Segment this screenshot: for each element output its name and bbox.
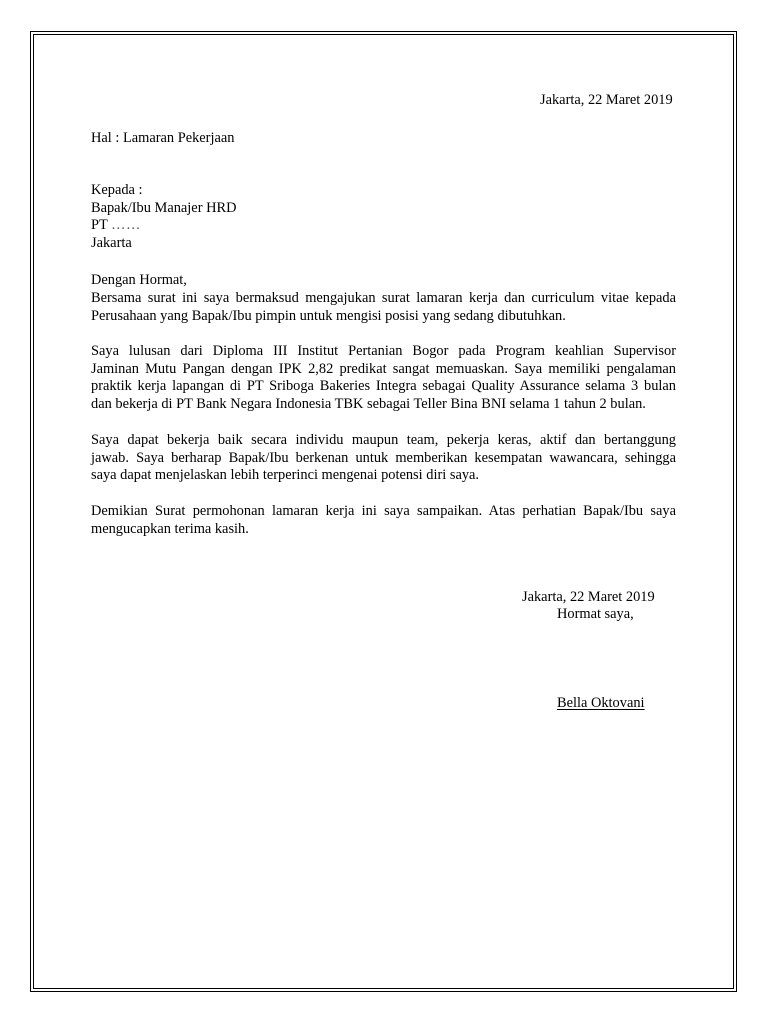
company-prefix: PT xyxy=(91,217,108,233)
signature-closing: Hormat saya, xyxy=(557,606,634,622)
paragraph-line: jawab. Saya berharap Bapak/Ibu berkenan untuk memberikan kesempatan wawancara, sehingga xyxy=(91,449,676,466)
company-placeholder-dots: …… xyxy=(111,217,141,233)
paragraph-line: Demikian Surat permohonan lamaran kerja ini saya sampaikan. Atas perhatian Bapak/Ibu saya xyxy=(91,503,676,519)
paragraph-education xyxy=(91,343,676,413)
paragraph-line: Jaminan Mutu Pangan dengan IPK 2,82 predikat sangat memuaskan. Saya memiliki pengalaman xyxy=(91,360,676,377)
paragraph-intro xyxy=(91,290,676,325)
signature-date: Jakarta, 22 Maret 2019 xyxy=(522,589,655,605)
recipient-city: Jakarta xyxy=(91,234,132,251)
paragraph-line: Saya lulusan dari Diploma III Institut Pertanian Bogor pada Program keahlian Supervisor xyxy=(91,343,676,359)
paragraph-line: saya dapat menjelaskan lebih terperinci mengenai potensi diri saya. xyxy=(91,467,480,483)
recipient-name: Bapak/Ibu Manajer HRD xyxy=(91,199,237,216)
signer-name: Bella Oktovani xyxy=(557,695,645,711)
paragraph-line: Perusahaan yang Bapak/Ibu pimpin untuk mengisi posisi yang sedang dibutuhkan. xyxy=(91,307,566,324)
recipient-company xyxy=(91,217,236,235)
paragraph-line: Bersama surat ini saya bermaksud mengajukan surat lamaran kerja dan curriculum vitae kepada xyxy=(91,290,676,306)
recipient-block xyxy=(91,182,236,252)
letter-date: Jakarta, 22 Maret 2019 xyxy=(540,92,673,108)
recipient-salutation: Kepada : xyxy=(91,182,143,198)
greeting: Dengan Hormat, xyxy=(91,272,187,288)
paragraph-qualities xyxy=(91,432,676,485)
paragraph-line: Saya dapat bekerja baik secara individu maupun team, pekerja keras, aktif dan bertanggung xyxy=(91,432,676,448)
paragraph-line: mengucapkan terima kasih. xyxy=(91,520,249,537)
letter-subject: Hal : Lamaran Pekerjaan xyxy=(91,130,235,146)
paragraph-line: dan bekerja di PT Bank Negara Indonesia TBK sebagai Teller Bina BNI selama 1 tahun 2 bulan. xyxy=(91,395,646,412)
paragraph-closing xyxy=(91,503,676,538)
paragraph-line: praktik kerja lapangan di PT Sriboga Bakeries Integra sebagai Quality Assurance selama 3 bulan xyxy=(91,378,676,394)
